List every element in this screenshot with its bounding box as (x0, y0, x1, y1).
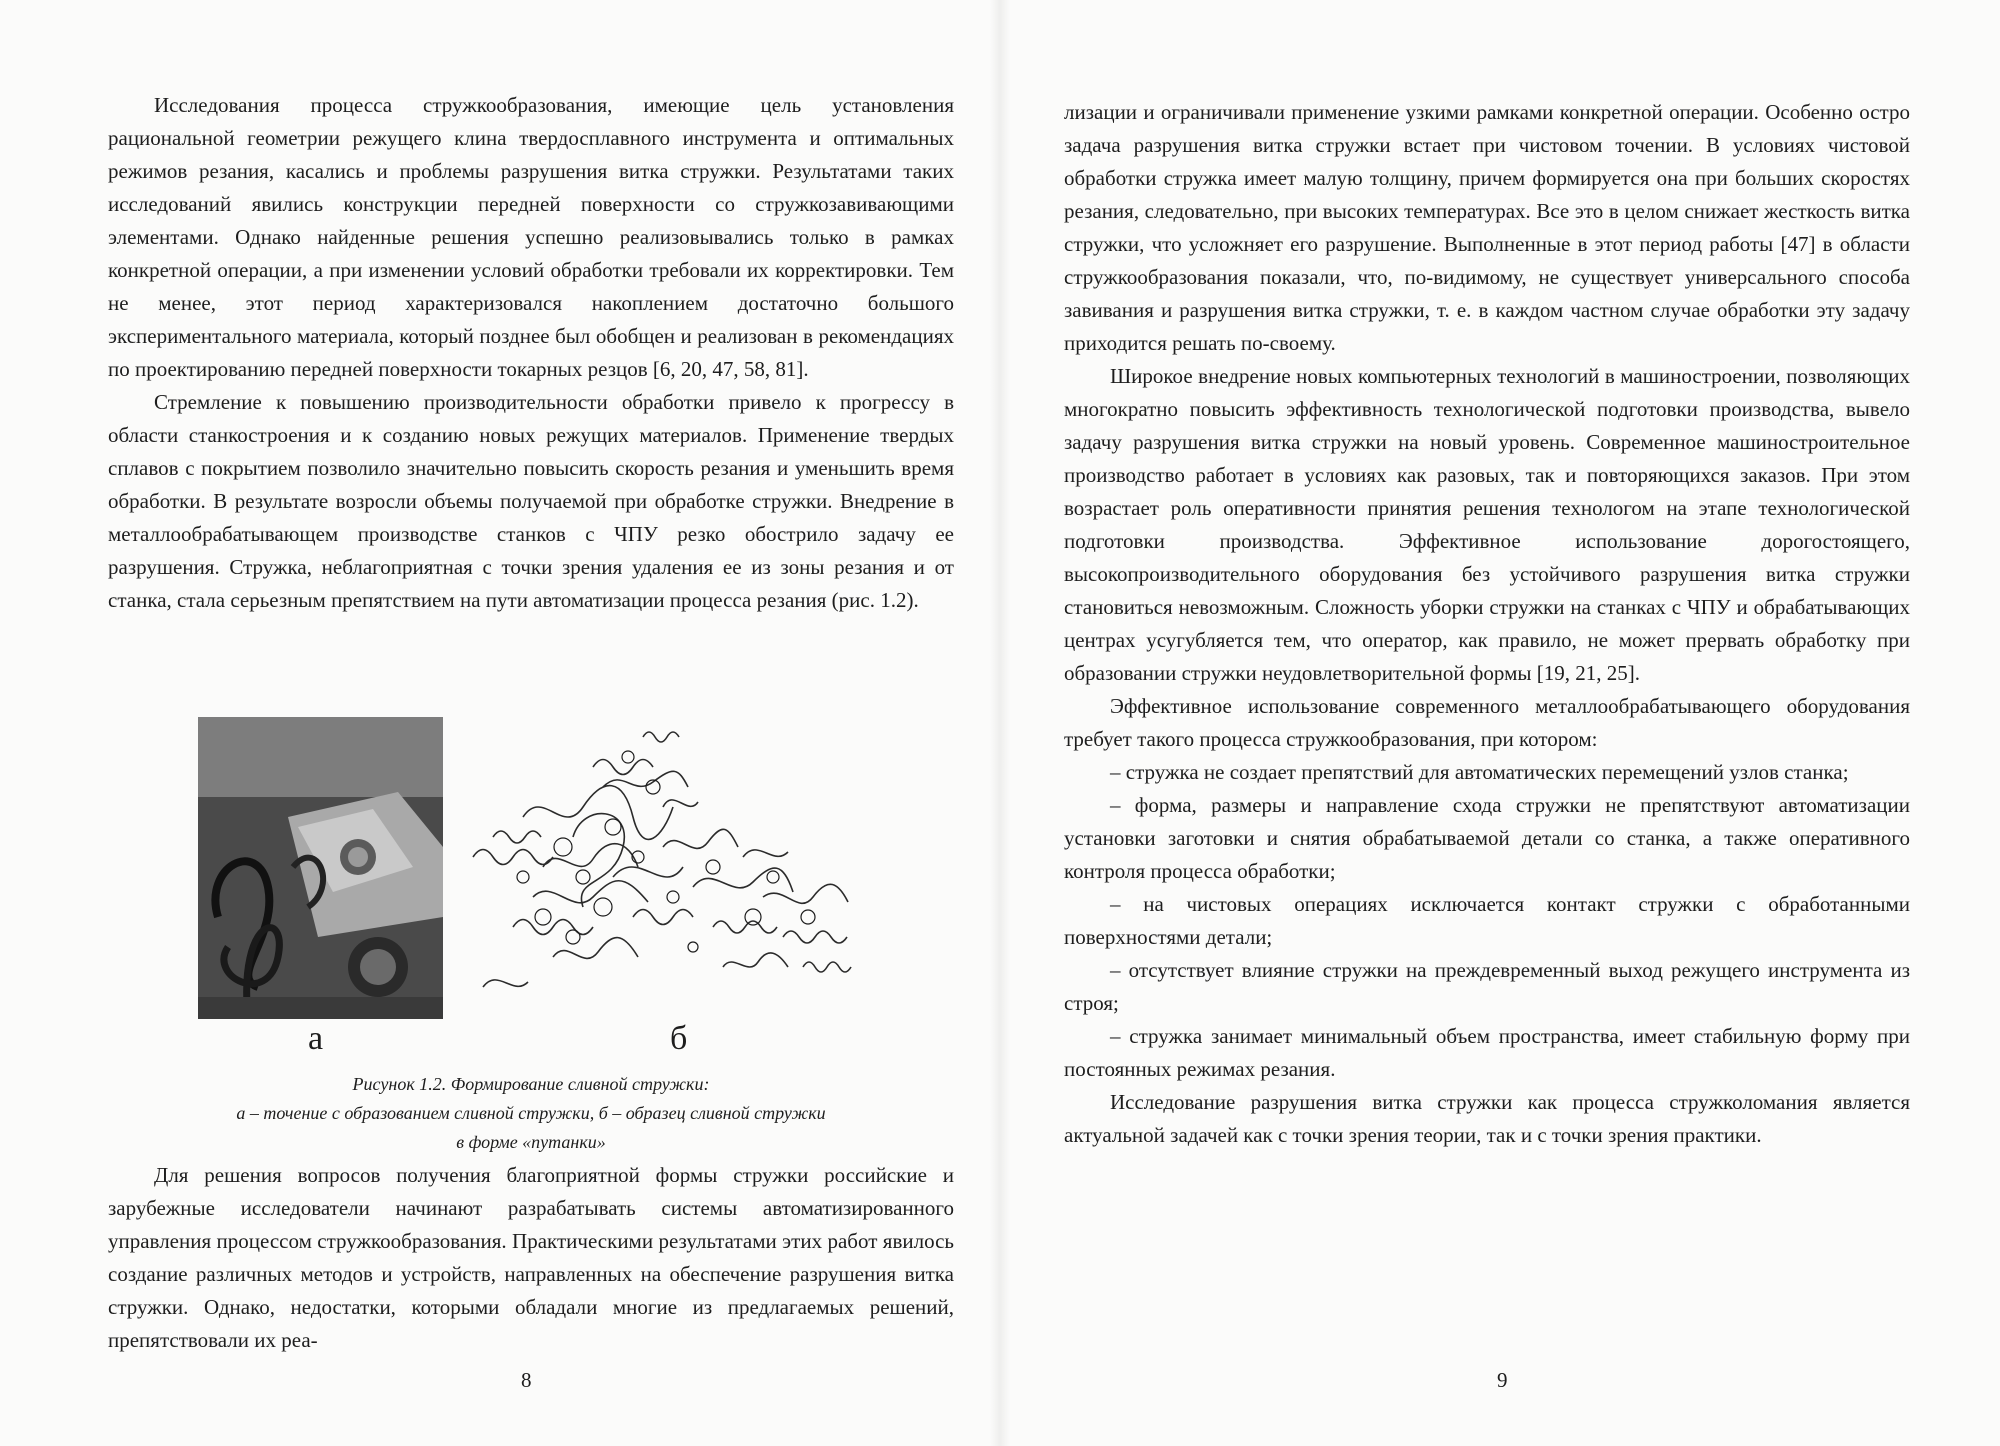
page-number: 9 (1497, 1368, 1508, 1392)
list-item: – стружка занимает минимальный объем пространства, имеет стабильную форму при постоянных режимах резания. (1064, 1024, 1910, 1081)
paragraph: Стремление к повышению производительности обработки привело к прогрессу в области станкостроения и к созданию новых режущих материалов. Применение твердых сплавов с покрытием позволило значительно повысить скорость резания и уменьшить время обработки. В результате возросли объемы получаемой при обработке стружки. Внедрение в металлообрабатывающем производстве станков с ЧПУ резко обострило задачу ее разрушения. Стружка, неблагоприятная с точки зрения удаления ее из зоны резания и от станка, стала серьезным препятствием на пути автоматизации процесса резания (рис. 1.2). (108, 390, 954, 612)
list-item: – стружка не создает препятствий для автоматических перемещений узлов станка; (1110, 760, 1849, 784)
figure-label-b: б (670, 1020, 688, 1057)
caption-line: а – точение с образованием сливной стружки, б – образец сливной стружки (236, 1103, 826, 1123)
paragraph: Для решения вопросов получения благоприятной формы стружки российские и зарубежные исследователи начинают разрабатывать системы автоматизированного управления процессом стружкообразования. Практическими результатами этих работ явилось создание различных методов и устройств, направленных на обеспечение разрушения витка стружки. Однако, недостатки, которыми обладали многие из предлагаемых решений, препятствовали их реа- (108, 1163, 954, 1352)
figure-label-a: а (308, 1020, 324, 1057)
right-text (1064, 96, 1910, 1152)
page-number: 8 (521, 1368, 532, 1392)
paragraph: Эффективное использование современного металлообрабатывающего оборудования требует такого процесса стружкообразования, при котором: (1064, 694, 1910, 751)
chip-sample-illustration (463, 727, 883, 1017)
list-item: – на чистовых операциях исключается контакт стружки с обработанными поверхностями детали; (1064, 892, 1910, 949)
turning-photo (198, 717, 443, 1019)
paragraph: Широкое внедрение новых компьютерных технологий в машиностроении, позволяющих многократно повысить эффективность технологической подготовки производства, вывело задачу разрушения витка стружки на новый уровень. Современное машиностроительное производство работает в условиях как разовых, так и повторяющихся заказов. При этом возрастает роль оперативности принятия решения технологом на этапе технологической подготовки производства. Эффективное использование дорогостоящего, высокопроизводительного оборудования без устойчивого разрушения витка стружки становиться невозможным. Сложность уборки стружки на станках с ЧПУ и обрабатывающих центрах усугубляется тем, что оператор, как правило, не может прервать обработку при образовании стружки неудовлетворительной формы [19, 21, 25]. (1064, 364, 1910, 685)
right-page (1000, 0, 2000, 1446)
left-text-bottom (108, 1159, 954, 1357)
caption-line: в форме «путанки» (456, 1132, 606, 1152)
list-item: – отсутствует влияние стружки на преждевременный выход режущего инструмента из строя; (1064, 958, 1910, 1015)
list-item: – форма, размеры и направление схода стружки не препятствуют автоматизации установки заготовки и снятия обрабатываемой детали со станка, а также оперативного контроля процесса обработки; (1064, 793, 1910, 883)
figure-caption (108, 1070, 954, 1157)
paragraph-continuation: лизации и ограничивали применение узкими рамками конкретной операции. Особенно остро задача разрушения витка стружки встает при чистовом точении. В условиях чистовой обработки стружка имеет малую толщину, причем формируется она при больших скоростях резания, следовательно, при высоких температурах. Все это в целом снижает жесткость витка стружки, что усложняет его разрушение. Выполненные в этот период работы [47] в области стружкообразования показали, что, по-видимому, не существует универсального способа завивания и разрушения витка стружки, т. е. в каждом частном случае обработки эту задачу приходится решать по-своему. (1064, 100, 1910, 355)
left-text-top (108, 89, 954, 617)
paragraph: Исследования процесса стружкообразования, имеющие цель установления рациональной геометрии режущего клина твердосплавного инструмента и оптимальных режимов резания, касались и проблемы разрушения витка стружки. Результатами таких исследований явились конструкции передней поверхности со стружкозавивающими элементами. Однако найденные решения успешно реализовывались только в рамках конкретной операции, а при изменении условий обработки требовали их корректировки. Тем не менее, этот период характеризовался накоплением достаточно большого экспериментального материала, который позднее был обобщен и реализован в рекомендациях по проектированию передней поверхности токарных резцов [6, 20, 47, 58, 81]. (108, 93, 954, 381)
caption-line: Рисунок 1.2. Формирование сливной стружки: (352, 1074, 710, 1094)
paragraph: Исследование разрушения витка стружки как процесса стружколомания является актуальной задачей как с точки зрения теории, так и с точки зрения практики. (1064, 1090, 1910, 1147)
